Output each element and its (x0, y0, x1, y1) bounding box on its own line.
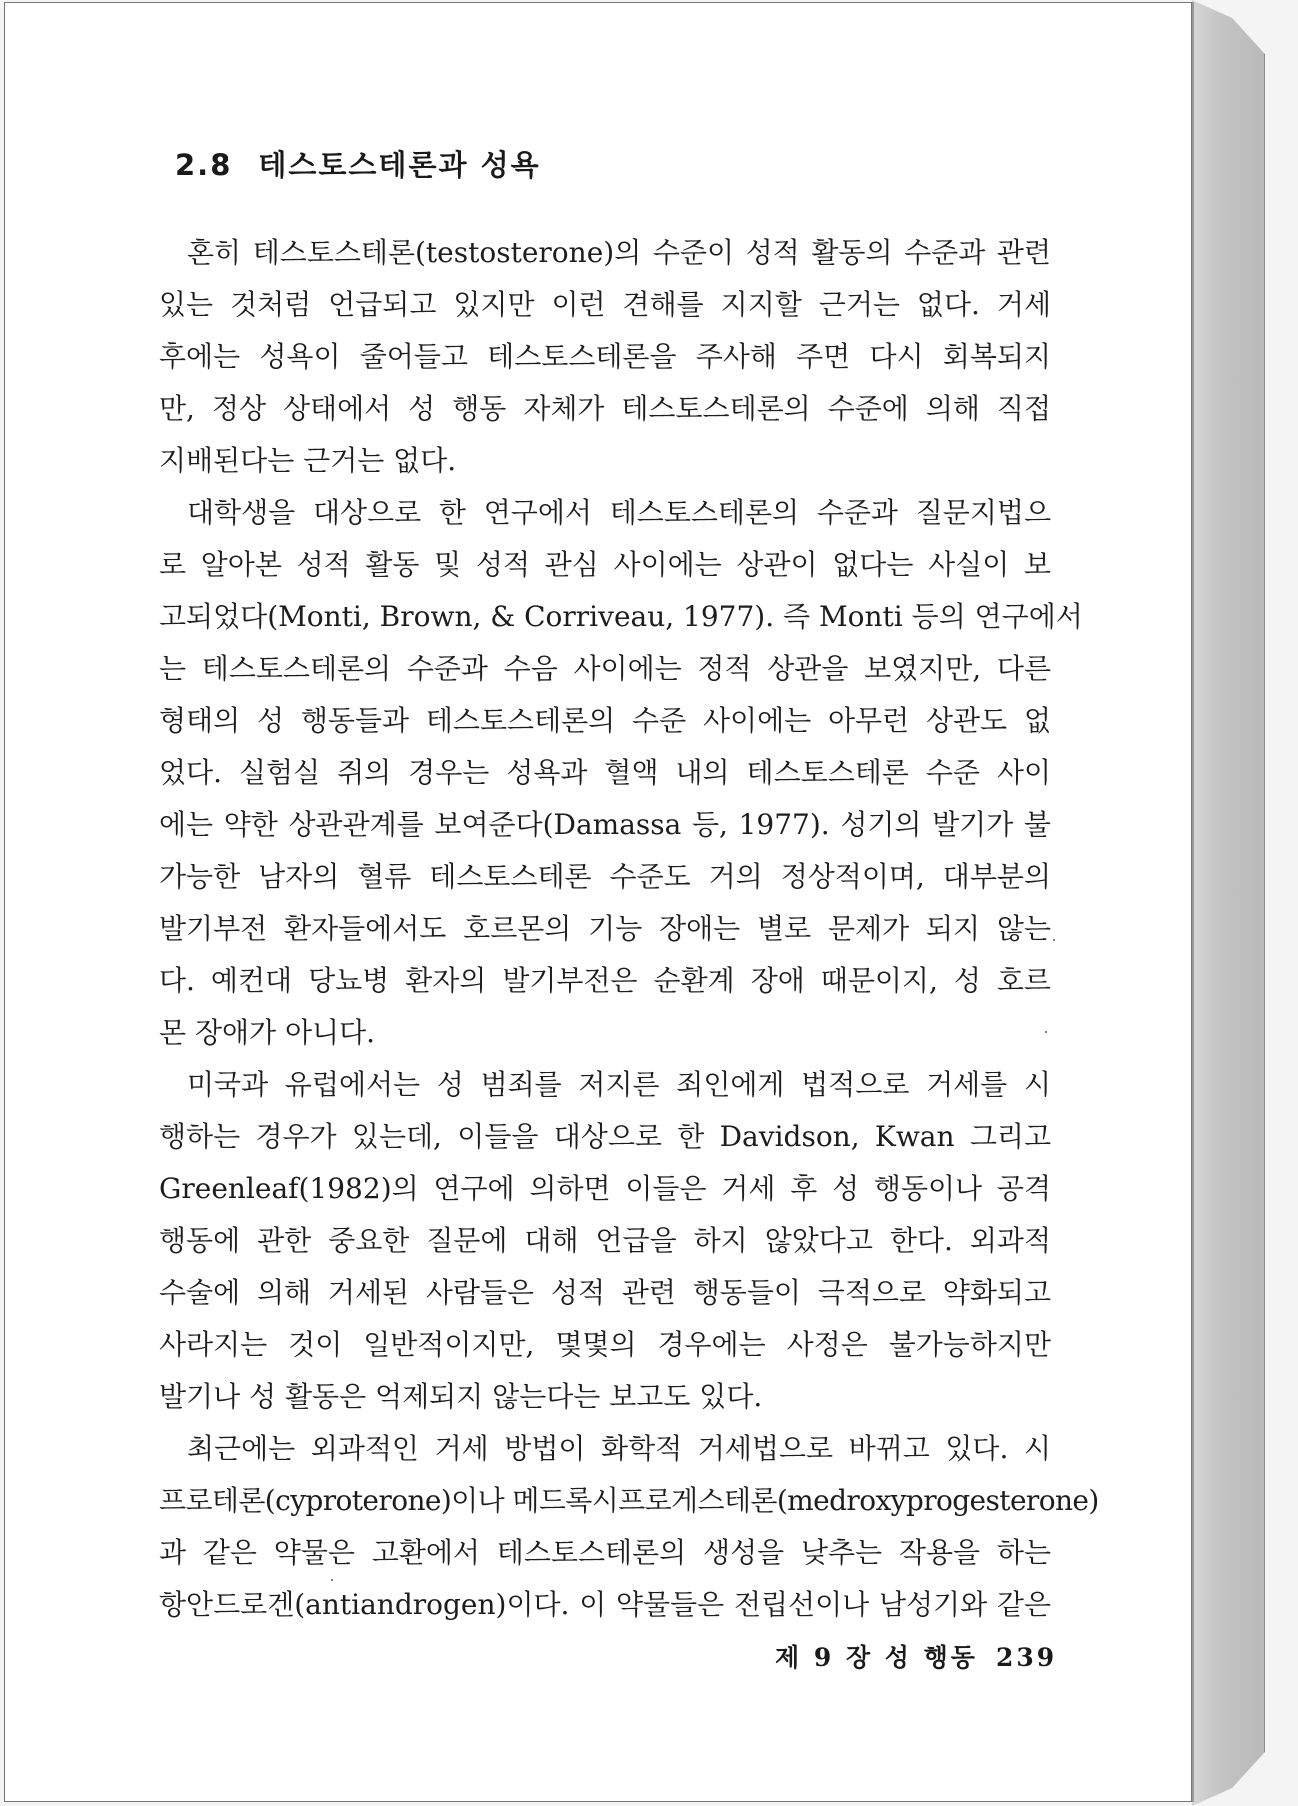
text-line: 지배된다는 근거는 없다. (159, 444, 457, 477)
text-line: 항안드로겐(antiandrogen)이다. 이 약물들은 전립선이나 남성기와 같은 (159, 1588, 1051, 1621)
text-line: 미국과 유럽에서는 성 범죄를 저지른 죄인에게 법적으로 거세를 시 (187, 1068, 1051, 1101)
text-line: Greenleaf(1982)의 연구에 의하면 이들은 거세 후 성 행동이나 공격 (159, 1172, 1051, 1205)
print-speck (331, 1579, 333, 1581)
text-line: 과 같은 약물은 고환에서 테스토스테론의 생성을 낮추는 작용을 하는 (159, 1536, 1051, 1569)
text-line: 고되었다(Monti, Brown, & Corriveau, 1977). 즉 Monti 등의 연구에서 (159, 600, 1083, 633)
text-line: 다. 예컨대 당뇨병 환자의 발기부전은 순환계 장애 때문이지, 성 호르 (159, 964, 1051, 997)
text-line: 행동에 관한 중요한 질문에 대해 언급을 하지 않았다고 한다. 외과적 (159, 1224, 1051, 1257)
section-number: 2.8 (175, 148, 233, 182)
text-line: 최근에는 외과적인 거세 방법이 화학적 거세법으로 바뀌고 있다. 시 (187, 1432, 1051, 1465)
section-heading (175, 143, 541, 184)
text-line: 발기부전 환자들에서도 호르몬의 기능 장애는 별로 문제가 되지 않는 (159, 912, 1051, 945)
text-line: 혼히 테스토스테론(testosterone)의 수준이 성적 활동의 수준과 관련 (187, 236, 1051, 269)
page-footer (775, 1638, 1057, 1674)
text-line: 프로테론(cyproterone)이나 메드록시프로게스테론(medroxyprogesterone) (159, 1484, 1099, 1517)
text-line: 후에는 성욕이 줄어들고 테스토스테론을 주사해 주면 다시 회복되지 (159, 340, 1051, 373)
print-speck (1053, 939, 1055, 941)
text-line: 사라지는 것이 일반적이지만, 몇몇의 경우에는 사정은 불가능하지만 (159, 1328, 1051, 1361)
text-line: 형태의 성 행동들과 테스토스테론의 수준 사이에는 아무런 상관도 없 (159, 704, 1051, 737)
text-line: 는 테스토스테론의 수준과 수음 사이에는 정적 상관을 보였지만, 다른 (159, 652, 1051, 685)
text-line: 에는 약한 상관관계를 보여준다(Damassa 등, 1977). 성기의 발기가 불 (159, 808, 1051, 841)
text-line: 었다. 실험실 쥐의 경우는 성욕과 혈액 내의 테스토스테론 수준 사이 (159, 756, 1051, 789)
text-line: 몬 장애가 아니다. (159, 1016, 376, 1049)
text-line: 가능한 남자의 혈류 테스토스테론 수준도 거의 정상적이며, 대부분의 (159, 860, 1051, 893)
text-line: 행하는 경우가 있는데, 이들을 대상으로 한 Davidson, Kwan 그리고 (159, 1120, 1051, 1153)
body-text (159, 227, 1099, 1631)
section-title: 테스토스테론과 성욕 (258, 148, 541, 182)
text-line: 만, 정상 상태에서 성 행동 자체가 테스토스테론의 수준에 의해 직접 (159, 392, 1051, 425)
text-line: 수술에 의해 거세된 사람들은 성적 관련 행동들이 극적으로 약화되고 (159, 1276, 1051, 1309)
text-line: 있는 것처럼 언급되고 있지만 이런 견해를 지지할 근거는 없다. 거세 (159, 288, 1051, 321)
text-line: 발기나 성 활동은 억제되지 않는다는 보고도 있다. (159, 1380, 763, 1413)
text-line: 로 알아본 성적 활동 및 성적 관심 사이에는 상관이 없다는 사실이 보 (159, 548, 1051, 581)
page-number: 239 (995, 1643, 1058, 1672)
text-line: 대학생을 대상으로 한 연구에서 테스토스테론의 수준과 질문지법으 (187, 496, 1051, 529)
print-speck (1045, 1031, 1047, 1033)
book-page (4, 2, 1192, 1802)
chapter-label: 제 9 장 성 행동 (775, 1643, 978, 1672)
book-edge (1192, 0, 1265, 1806)
